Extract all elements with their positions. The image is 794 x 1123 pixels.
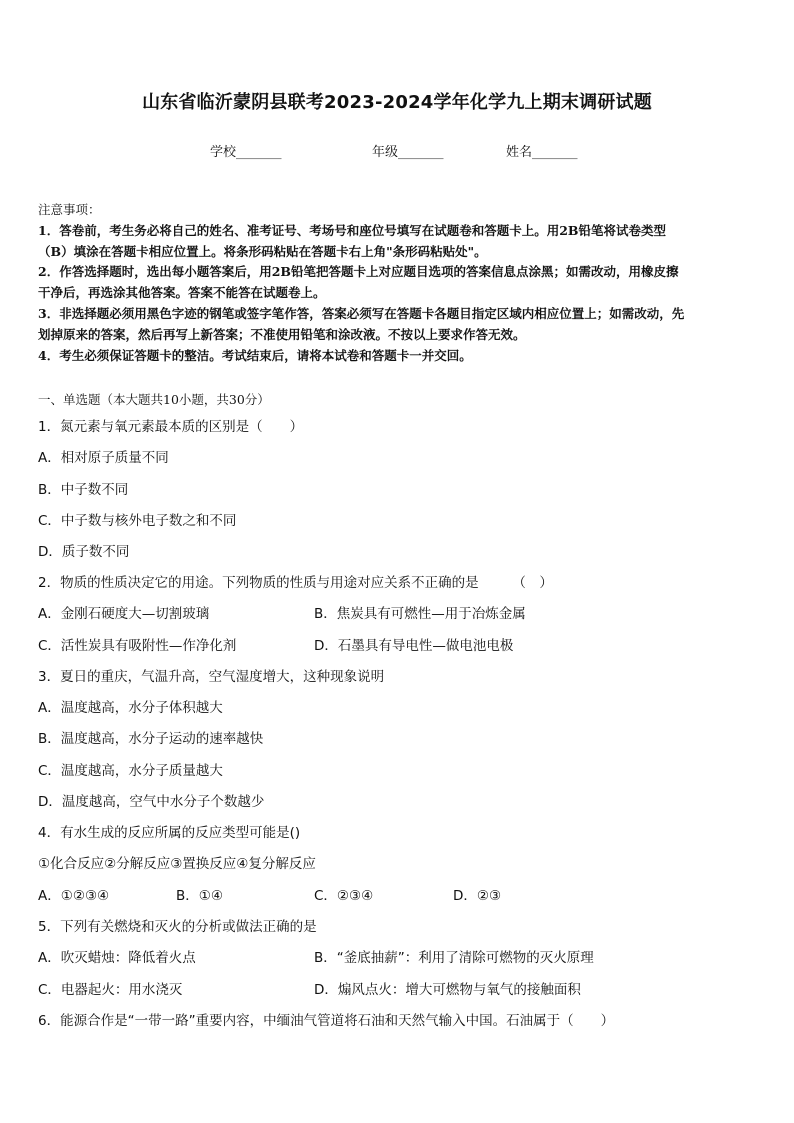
question-3-option-c[interactable]: C．温度越高，水分子质量越大 <box>38 763 223 779</box>
question-3-option-b[interactable]: B．温度越高，水分子运动的速率越快 <box>38 731 264 747</box>
notice-line: 干净后，再选涂其他答案。答案不能答在试题卷上。 <box>38 285 326 301</box>
question-4-option-d[interactable]: D．②③ <box>453 888 502 904</box>
question-5-option-d[interactable]: D．煽风点火：增大可燃物与氧气的接触面积 <box>314 982 581 998</box>
question-2-option-a[interactable]: A．金刚石硬度大—切割玻璃 <box>38 606 210 622</box>
notice-line: 2．作答选择题时，选出每小题答案后，用2B铅笔把答题卡上对应题目选项的答案信息点涂黑；如需改动，用橡皮擦 <box>38 264 679 280</box>
notice-line: 3．非选择题必须用黑色字迹的钢笔或签字笔作答，答案必须写在答题卡各题目指定区域内相应位置上；如需改动，先 <box>38 305 685 321</box>
question-2-option-d[interactable]: D．石墨具有导电性—做电池电极 <box>314 638 514 654</box>
question-1-option-a[interactable]: A．相对原子质量不同 <box>38 450 169 466</box>
question-1-option-d[interactable]: D．质子数不同 <box>38 544 130 560</box>
notice-block <box>38 200 758 366</box>
school-field[interactable]: 学校_______ <box>210 145 282 160</box>
question-4-reaction-types: ①化合反应②分解反应③置换反应④复分解反应 <box>38 856 316 872</box>
question-3-option-a[interactable]: A．温度越高，水分子体积越大 <box>38 700 223 716</box>
page-title: 山东省临沂蒙阴县联考2023-2024学年化学九上期末调研试题 <box>142 92 652 113</box>
question-4-option-c[interactable]: C．②③④ <box>314 888 374 904</box>
notice-line: 划掉原来的答案，然后再写上新答案；不准使用铅笔和涂改液。不按以上要求作答无效。 <box>38 326 526 342</box>
question-6-stem: 6．能源合作是“一带一路”重要内容，中缅油气管道将石油和天然气输入中国。石油属于（ ） <box>38 1013 615 1029</box>
question-4-option-b[interactable]: B．①④ <box>176 888 223 904</box>
question-3-stem: 3．夏日的重庆，气温升高，空气湿度增大，这种现象说明 <box>38 669 385 685</box>
question-1-option-c[interactable]: C．中子数与核外电子数之和不同 <box>38 513 237 529</box>
question-1-option-b[interactable]: B．中子数不同 <box>38 482 129 498</box>
name-field[interactable]: 姓名_______ <box>506 145 578 160</box>
notice-line: （B）填涂在答题卡相应位置上。将条形码粘贴在答题卡右上角"条形码粘贴处"。 <box>38 243 487 259</box>
question-5-stem: 5．下列有关燃烧和灭火的分析或做法正确的是 <box>38 919 317 935</box>
notice-line: 1．答卷前，考生务必将自己的姓名、准考证号、考场号和座位号填写在试题卷和答题卡上。用2B铅笔将试卷类型 <box>38 222 666 238</box>
notice-heading: 注意事项： <box>38 202 101 217</box>
grade-field[interactable]: 年级_______ <box>372 145 444 160</box>
section-heading: 一、单选题（本大题共10小题，共30分） <box>38 392 270 407</box>
question-5-option-c[interactable]: C．电器起火：用水浇灭 <box>38 982 183 998</box>
question-2-option-c[interactable]: C．活性炭具有吸附性—作净化剂 <box>38 638 237 654</box>
notice-line: 4．考生必须保证答题卡的整洁。考试结束后，请将本试卷和答题卡一并交回。 <box>38 347 472 363</box>
question-5-option-a[interactable]: A．吹灭蜡烛：降低着火点 <box>38 950 196 966</box>
question-1-stem: 1．氮元素与氧元素最本质的区别是（ ） <box>38 419 304 435</box>
question-4-stem: 4．有水生成的反应所属的反应类型可能是() <box>38 825 301 841</box>
question-4-option-a[interactable]: A．①②③④ <box>38 888 110 904</box>
question-3-option-d[interactable]: D．温度越高，空气中水分子个数越少 <box>38 794 265 810</box>
question-5-option-b[interactable]: B．“釜底抽薪”：利用了清除可燃物的灭火原理 <box>314 950 594 966</box>
question-2-option-b[interactable]: B．焦炭具有可燃性—用于冶炼金属 <box>314 606 526 622</box>
question-2-stem: 2．物质的性质决定它的用途。下列物质的性质与用途对应关系不正确的是 （ ） <box>38 575 553 591</box>
